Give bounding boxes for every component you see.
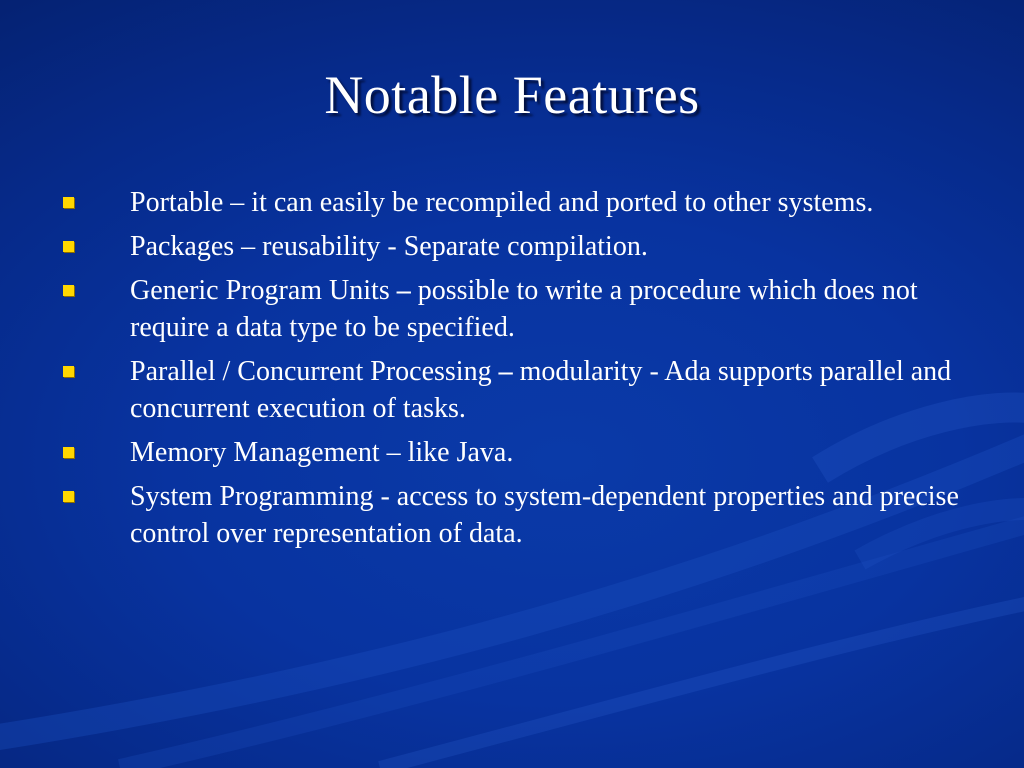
bullet-item (62, 478, 962, 552)
square-bullet-icon (63, 491, 74, 502)
square-bullet-icon (63, 447, 74, 458)
bullet-item (62, 434, 962, 471)
square-bullet-icon (63, 366, 74, 377)
bullet-text-rest: modularity - Ada supports parallel and concurrent execution of tasks. (130, 356, 952, 424)
bullet-item (62, 184, 962, 221)
bullet-text: Memory Management – like Java. (130, 437, 514, 468)
bullet-dash: – (396, 275, 411, 306)
bullet-dash: – (498, 356, 513, 387)
bullet-text: System Programming - access to system-dependent properties and precise control over representation of data. (130, 481, 959, 549)
bullet-item (62, 272, 962, 346)
bullet-item (62, 353, 962, 427)
square-bullet-icon (63, 285, 74, 296)
bullet-item (62, 228, 962, 265)
slide-title: Notable Features (324, 65, 700, 125)
bullet-text: Packages – reusability - Separate compilation. (130, 231, 648, 262)
bullet-text-rest: possible to write a procedure which does not require a data type to be specified. (130, 275, 918, 343)
bullet-list (62, 184, 962, 559)
bullet-text: Portable – it can easily be recompiled and ported to other systems. (130, 187, 874, 218)
bullet-text-lead: Generic Program Units (130, 275, 397, 306)
square-bullet-icon (63, 197, 74, 208)
bullet-text-lead: Parallel / Concurrent Processing (130, 356, 499, 387)
square-bullet-icon (63, 241, 74, 252)
